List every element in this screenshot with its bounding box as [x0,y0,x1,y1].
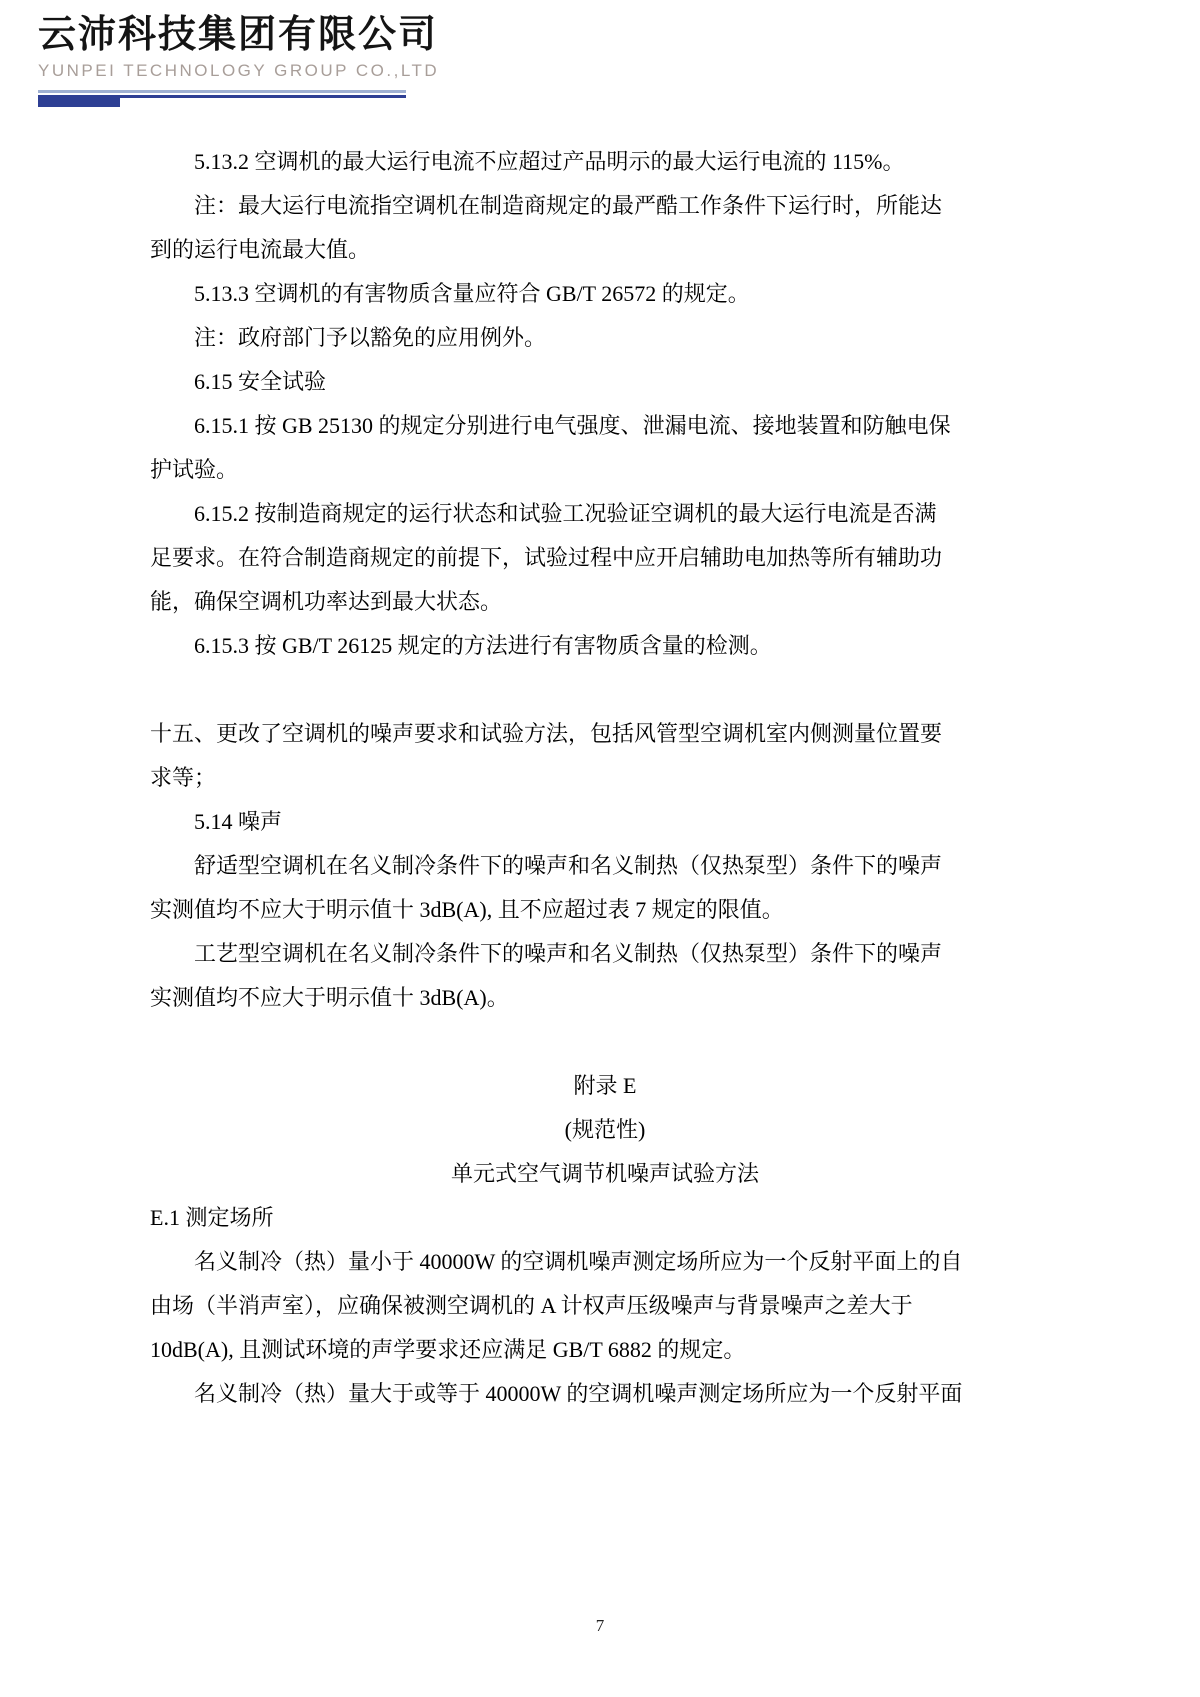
document-line: 6.15.1 按 GB 25130 的规定分别进行电气强度、泄漏电流、接地装置和防触电保 [194,412,951,438]
document-line: 名义制冷（热）量大于或等于 40000W 的空调机噪声测定场所应为一个反射平面 [194,1380,963,1406]
blank-line [150,668,1060,712]
document-line: (规范性) [564,1116,646,1142]
document-line: 舒适型空调机在名义制冷条件下的噪声和名义制热（仅热泵型）条件下的噪声 [194,852,943,878]
divider-light-line [38,90,406,93]
blank-line [150,1020,1060,1064]
document-line: 注：政府部门予以豁免的应用例外。 [194,324,547,350]
document-line: 实测值均不应大于明示值十 3dB(A), 且不应超过表 7 规定的限值。 [150,896,784,922]
letterhead [0,0,1200,107]
document-line: 十五、更改了空调机的噪声要求和试验方法，包括风管型空调机室内侧测量位置要 [150,720,943,746]
document-line: 附录 E [573,1072,637,1098]
document-line: 10dB(A), 且测试环境的声学要求还应满足 GB/T 6882 的规定。 [150,1336,746,1362]
document-line: 单元式空气调节机噪声试验方法 [450,1160,759,1186]
document-line: 护试验。 [150,456,239,482]
document-line: 能，确保空调机功率达到最大状态。 [150,588,503,614]
company-name-english: YUNPEI TECHNOLOGY GROUP CO.,LTD [38,60,440,80]
document-body [150,140,1060,1416]
document-line: 注：最大运行电流指空调机在制造商规定的最严酷工作条件下运行时，所能达 [194,192,943,218]
page-number: 7 [595,1616,605,1635]
document-line: 6.15 安全试验 [194,368,327,394]
document-line: 6.15.2 按制造商规定的运行状态和试验工况验证空调机的最大运行电流是否满 [194,500,937,526]
letterhead-divider [38,90,406,107]
company-name-chinese: 云沛科技集团有限公司 [38,14,439,56]
document-line: 5.14 噪声 [194,808,283,834]
document-line: 实测值均不应大于明示值十 3dB(A)。 [150,984,509,1010]
document-line: 5.13.3 空调机的有害物质含量应符合 GB/T 26572 的规定。 [194,280,750,306]
document-line: 由场（半消声室），应确保被测空调机的 A 计权声压级噪声与背景噪声之差大于 [150,1292,913,1318]
divider-accent-block [38,98,120,107]
document-line: 到的运行电流最大值。 [150,236,371,262]
document-line: 名义制冷（热）量小于 40000W 的空调机噪声测定场所应为一个反射平面上的自 [194,1248,963,1274]
document-line: E.1 测定场所 [150,1204,274,1230]
document-line: 6.15.3 按 GB/T 26125 规定的方法进行有害物质含量的检测。 [194,632,772,658]
document-line: 足要求。在符合制造商规定的前提下，试验过程中应开启辅助电加热等所有辅助功 [150,544,943,570]
document-line: 求等； [150,764,217,790]
document-line: 5.13.2 空调机的最大运行电流不应超过产品明示的最大运行电流的 115%。 [194,148,905,174]
document-line: 工艺型空调机在名义制冷条件下的噪声和名义制热（仅热泵型）条件下的噪声 [194,940,943,966]
